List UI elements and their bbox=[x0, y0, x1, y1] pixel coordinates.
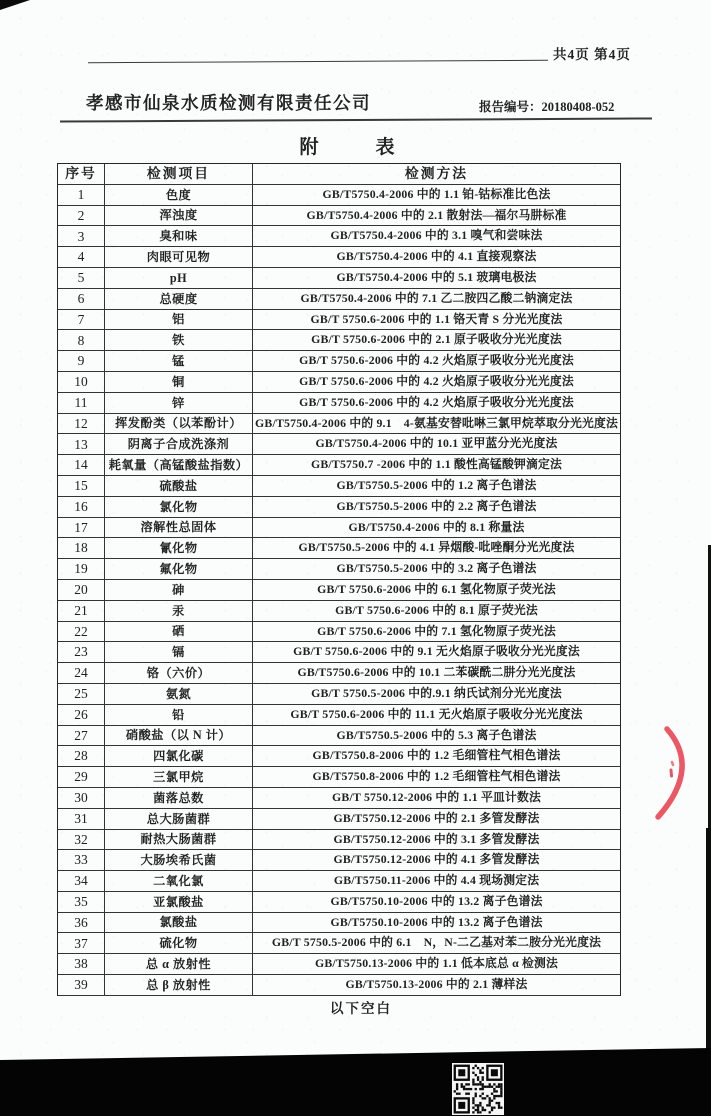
row-number: 14 bbox=[58, 455, 105, 476]
test-method: GB/T 5750.6-2006 中的 8.1 原子荧光法 bbox=[253, 601, 620, 622]
row-number: 6 bbox=[58, 289, 105, 310]
row-number: 9 bbox=[58, 351, 105, 372]
test-item: pH bbox=[105, 268, 253, 289]
row-number: 39 bbox=[58, 975, 105, 996]
test-method: GB/T5750.4-2006 中的 9.1 4-氨基安替吡啉三氯甲烷萃取分光光度法 bbox=[253, 414, 620, 435]
test-method: GB/T5750.6-2006 中的 10.1 二苯碳酰二肼分光光度法 bbox=[253, 663, 620, 684]
test-method: GB/T5750.4-2006 中的 2.1 散射法—福尔马肼标准 bbox=[253, 206, 620, 227]
row-number: 7 bbox=[58, 310, 105, 331]
test-item: 氯酸盐 bbox=[105, 913, 253, 934]
test-item: 铁 bbox=[105, 330, 253, 351]
column-header-no: 序号 bbox=[58, 164, 105, 185]
test-method: GB/T5750.4-2006 中的 4.1 直接观察法 bbox=[253, 247, 620, 268]
row-number: 20 bbox=[58, 580, 105, 601]
test-method: GB/T5750.5-2006 中的 3.2 离子色谱法 bbox=[253, 559, 620, 580]
row-number: 16 bbox=[58, 497, 105, 518]
test-method: GB/T5750.5-2006 中的 5.3 离子色谱法 bbox=[253, 726, 620, 747]
row-number: 4 bbox=[58, 247, 105, 268]
row-number: 30 bbox=[58, 788, 105, 809]
test-method: GB/T 5750.6-2006 中的 1.1 铬天青 S 分光光度法 bbox=[253, 310, 620, 331]
row-number: 5 bbox=[58, 268, 105, 289]
row-number: 29 bbox=[58, 767, 105, 788]
test-method: GB/T5750.11-2006 中的 4.4 现场测定法 bbox=[253, 871, 620, 892]
test-method: GB/T 5750.6-2006 中的 9.1 无火焰原子吸收分光光度法 bbox=[253, 642, 620, 663]
row-number: 37 bbox=[58, 933, 105, 954]
row-number: 3 bbox=[58, 226, 105, 247]
test-method: GB/T5750.10-2006 中的 13.2 离子色谱法 bbox=[253, 892, 620, 913]
test-method: GB/T5750.8-2006 中的 1.2 毛细管柱气相色谱法 bbox=[253, 746, 620, 767]
test-method: GB/T5750.12-2006 中的 4.1 多管发酵法 bbox=[253, 850, 620, 871]
test-method: GB/T5750.13-2006 中的 1.1 低本底总 α 检测法 bbox=[253, 954, 620, 975]
test-method: GB/T 5750.5-2006 中的 6.1 N，N-二乙基对苯二胺分光光度法 bbox=[253, 933, 620, 954]
company-name: 孝感市仙泉水质检测有限责任公司 bbox=[86, 93, 371, 113]
test-item: 三氯甲烷 bbox=[105, 767, 253, 788]
test-item: 菌落总数 bbox=[105, 788, 253, 809]
row-number: 19 bbox=[58, 559, 105, 580]
test-method: GB/T 5750.6-2006 中的 11.1 无火焰原子吸收分光光度法 bbox=[253, 705, 620, 726]
test-item: 硫化物 bbox=[105, 933, 253, 954]
test-item: 臭和味 bbox=[105, 226, 253, 247]
report-number bbox=[479, 97, 614, 115]
row-number: 22 bbox=[58, 622, 105, 643]
test-item: 总大肠菌群 bbox=[105, 809, 253, 830]
test-method: GB/T5750.4-2006 中的 8.1 称量法 bbox=[253, 518, 620, 539]
test-item: 硒 bbox=[105, 622, 253, 643]
test-method: GB/T 5750.6-2006 中的 2.1 原子吸收分光光度法 bbox=[253, 330, 620, 351]
test-item: 硫酸盐 bbox=[105, 476, 253, 497]
footer-blank-note: 以下空白 bbox=[330, 1001, 392, 1016]
row-number: 2 bbox=[58, 206, 105, 227]
test-method: GB/T5750.5-2006 中的 1.2 离子色谱法 bbox=[253, 476, 620, 497]
test-method: GB/T 5750.5-2006 中的.9.1 纳氏试剂分光光度法 bbox=[253, 684, 620, 705]
row-number: 10 bbox=[58, 372, 105, 393]
row-number: 28 bbox=[58, 746, 105, 767]
red-seal-arc bbox=[648, 720, 702, 824]
row-number: 17 bbox=[58, 518, 105, 539]
test-item: 镉 bbox=[105, 642, 253, 663]
appendix-title: 附 表 bbox=[299, 137, 395, 158]
test-item: 氰化物 bbox=[105, 538, 253, 559]
test-method: GB/T5750.12-2006 中的 2.1 多管发酵法 bbox=[253, 809, 620, 830]
row-number: 13 bbox=[58, 434, 105, 455]
report-number-label: 报告编号： bbox=[479, 100, 542, 114]
row-number: 21 bbox=[58, 601, 105, 622]
test-method: GB/T5750.5-2006 中的 4.1 异烟酸-吡唑酮分光光度法 bbox=[253, 538, 620, 559]
test-method: GB/T5750.13-2006 中的 2.1 薄样法 bbox=[253, 975, 620, 996]
column-header-item: 检测项目 bbox=[105, 164, 253, 185]
row-number: 8 bbox=[58, 330, 105, 351]
test-method: GB/T5750.4-2006 中的 3.1 嗅气和尝味法 bbox=[253, 226, 620, 247]
test-item: 耗氧量（高锰酸盐指数） bbox=[105, 455, 253, 476]
scan-edge-bottom bbox=[0, 1046, 711, 1116]
test-item: 铅 bbox=[105, 705, 253, 726]
test-item: 溶解性总固体 bbox=[105, 518, 253, 539]
row-number: 27 bbox=[58, 726, 105, 747]
row-number: 1 bbox=[58, 185, 105, 206]
row-number: 18 bbox=[58, 538, 105, 559]
test-item: 氯化物 bbox=[105, 497, 253, 518]
test-item: 铜 bbox=[105, 372, 253, 393]
test-method: GB/T 5750.6-2006 中的 4.2 火焰原子吸收分光光度法 bbox=[253, 393, 620, 414]
test-method: GB/T5750.10-2006 中的 13.2 离子色谱法 bbox=[253, 913, 620, 934]
test-item: 铬（六价） bbox=[105, 663, 253, 684]
test-item: 四氯化碳 bbox=[105, 746, 253, 767]
test-item: 氨氮 bbox=[105, 684, 253, 705]
test-item: 二氧化氯 bbox=[105, 871, 253, 892]
scan-edge-right-lower bbox=[706, 828, 711, 1061]
test-item: 亚氯酸盐 bbox=[105, 892, 253, 913]
row-number: 15 bbox=[58, 476, 105, 497]
test-method: GB/T 5750.6-2006 中的 4.2 火焰原子吸收分光光度法 bbox=[253, 372, 620, 393]
test-item: 总 β 放射性 bbox=[105, 975, 253, 996]
row-number: 34 bbox=[58, 871, 105, 892]
row-number: 23 bbox=[58, 642, 105, 663]
test-item: 锰 bbox=[105, 351, 253, 372]
row-number: 11 bbox=[58, 393, 105, 414]
row-number: 32 bbox=[58, 830, 105, 851]
test-item: 大肠埃希氏菌 bbox=[105, 850, 253, 871]
row-number: 36 bbox=[58, 913, 105, 934]
test-method: GB/T5750.4-2006 中的 7.1 乙二胺四乙酸二钠滴定法 bbox=[253, 289, 620, 310]
test-method: GB/T5750.4-2006 中的 5.1 玻璃电极法 bbox=[253, 268, 620, 289]
test-item: 阴离子合成洗涤剂 bbox=[105, 434, 253, 455]
test-item: 硝酸盐（以 N 计） bbox=[105, 726, 253, 747]
test-item: 总 α 放射性 bbox=[105, 954, 253, 975]
qr-code bbox=[452, 1063, 504, 1115]
row-number: 12 bbox=[58, 414, 105, 435]
row-number: 25 bbox=[58, 684, 105, 705]
test-method: GB/T5750.4-2006 中的 10.1 亚甲蓝分光光度法 bbox=[253, 434, 620, 455]
test-method: GB/T 5750.6-2006 中的 7.1 氢化物原子荧光法 bbox=[253, 622, 620, 643]
test-methods-table bbox=[57, 163, 621, 996]
test-item: 汞 bbox=[105, 601, 253, 622]
test-method: GB/T5750.12-2006 中的 3.1 多管发酵法 bbox=[253, 830, 620, 851]
test-method: GB/T 5750.12-2006 中的 1.1 平皿计数法 bbox=[253, 788, 620, 809]
test-item: 挥发酚类（以苯酚计） bbox=[105, 414, 253, 435]
test-item: 氟化物 bbox=[105, 559, 253, 580]
test-item: 砷 bbox=[105, 580, 253, 601]
row-number: 31 bbox=[58, 809, 105, 830]
test-method: GB/T5750.7 -2006 中的 1.1 酸性高锰酸钾滴定法 bbox=[253, 455, 620, 476]
test-method: GB/T 5750.6-2006 中的 4.2 火焰原子吸收分光光度法 bbox=[253, 351, 620, 372]
row-number: 24 bbox=[58, 663, 105, 684]
row-number: 35 bbox=[58, 892, 105, 913]
test-item: 锌 bbox=[105, 393, 253, 414]
test-item: 肉眼可见物 bbox=[105, 247, 253, 268]
test-method: GB/T5750.4-2006 中的 1.1 铂-钴标准比色法 bbox=[253, 185, 620, 206]
test-item: 耐热大肠菌群 bbox=[105, 830, 253, 851]
report-number-value: 20180408-052 bbox=[541, 100, 615, 114]
header-rule-top bbox=[88, 60, 548, 64]
row-number: 33 bbox=[58, 850, 105, 871]
test-item: 浑浊度 bbox=[105, 206, 253, 227]
test-method: GB/T5750.5-2006 中的 2.2 离子色谱法 bbox=[253, 497, 620, 518]
row-number: 26 bbox=[58, 705, 105, 726]
page-indicator: 共4页 第4页 bbox=[553, 47, 631, 62]
row-number: 38 bbox=[58, 954, 105, 975]
test-method: GB/T 5750.6-2006 中的 6.1 氢化物原子荧光法 bbox=[253, 580, 620, 601]
header-rule-bottom bbox=[60, 117, 652, 122]
test-item: 铝 bbox=[105, 310, 253, 331]
test-item: 总硬度 bbox=[105, 289, 253, 310]
column-header-method: 检测方法 bbox=[253, 164, 620, 185]
test-method: GB/T5750.8-2006 中的 1.2 毛细管柱气相色谱法 bbox=[253, 767, 620, 788]
test-item: 色度 bbox=[105, 185, 253, 206]
scan-corner-artifact bbox=[0, 0, 30, 10]
